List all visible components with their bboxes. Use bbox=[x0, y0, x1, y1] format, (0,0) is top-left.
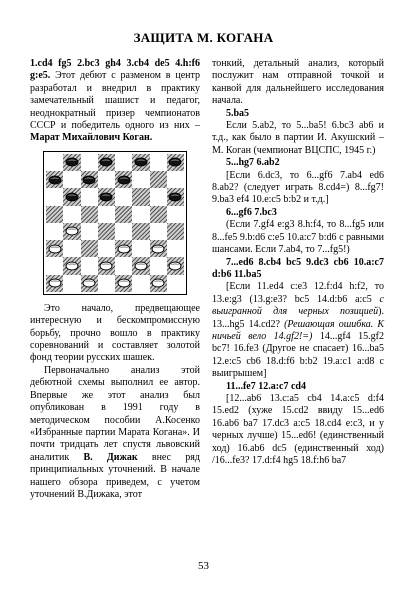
paragraph-3-a: Первоначально анализ этой дебютной схемы выполнил ее автор. Впервые же этот анализ был опубликован в 1991 году в методическом пособии А.Косенко «Избранные партии Марата Когана». И почти тридцать лет спустя львовский аналитик bbox=[30, 364, 200, 463]
board-square bbox=[46, 275, 63, 292]
board-square bbox=[98, 240, 115, 257]
board-square bbox=[167, 188, 184, 205]
board-square bbox=[167, 257, 184, 274]
board-square bbox=[167, 240, 184, 257]
board-square bbox=[63, 188, 80, 205]
black-checker-piece bbox=[169, 158, 182, 167]
board-square bbox=[132, 188, 149, 205]
board-square bbox=[132, 275, 149, 292]
white-checker-piece bbox=[152, 244, 165, 253]
board-square bbox=[115, 223, 132, 240]
r5a: [Если 11.ed4 c:e3 12.f:d4 h:f2, то 13.e:g3 (13.g:e3? bc5 14.d:b6 a:c5 bbox=[212, 281, 384, 305]
intro-name: Марат Михайлович Коган. bbox=[30, 132, 153, 144]
board-square bbox=[46, 240, 63, 257]
board-square bbox=[150, 188, 167, 205]
board-square bbox=[81, 171, 98, 188]
board-square bbox=[150, 223, 167, 240]
white-checker-piece bbox=[65, 261, 78, 270]
move-heading-6: 6...gf6 7.bc3 bbox=[226, 206, 277, 218]
board-square bbox=[167, 171, 184, 188]
intro-moves: 1.cd4 fg5 2.bc3 gh4 3.cb4 de5 4.h:f6 g:e5. bbox=[30, 58, 200, 82]
paragraph-3 bbox=[30, 365, 200, 501]
black-checker-piece bbox=[83, 175, 96, 184]
board-square bbox=[63, 223, 80, 240]
board-square bbox=[132, 240, 149, 257]
board-square bbox=[115, 240, 132, 257]
board-square bbox=[98, 275, 115, 292]
white-checker-piece bbox=[48, 244, 61, 253]
intro-text: Этот дебют с разменом в центр разработал и внедрил в практику замечательный шашист и педагог, неоднократный призер чемпионатов СССР и победитель одного из них – bbox=[30, 70, 200, 132]
board-square bbox=[46, 171, 63, 188]
board-square bbox=[46, 206, 63, 223]
board-square bbox=[46, 188, 63, 205]
board-square bbox=[98, 206, 115, 223]
left-column bbox=[30, 58, 200, 501]
r5b: ). 13...hg5 14.cd2? bbox=[212, 306, 384, 330]
move-heading-7: 7...ed6 8.cb4 bc5 9.dc3 cb6 10.a:c7 d:b6 11.ba5 bbox=[212, 256, 384, 280]
board-square bbox=[81, 223, 98, 240]
board-square bbox=[63, 171, 80, 188]
board-square bbox=[46, 223, 63, 240]
board-square bbox=[167, 154, 184, 171]
move-heading-5: 5.ba5 bbox=[226, 107, 250, 119]
paragraph-3-name: В. Дижак bbox=[83, 451, 138, 463]
right-column bbox=[212, 58, 384, 467]
black-checker-piece bbox=[65, 158, 78, 167]
board-square bbox=[98, 154, 115, 171]
board-square bbox=[81, 154, 98, 171]
white-checker-piece bbox=[134, 261, 147, 270]
board-square bbox=[115, 206, 132, 223]
board-square bbox=[132, 206, 149, 223]
white-checker-piece bbox=[169, 261, 182, 270]
board-square bbox=[167, 223, 184, 240]
checkers-diagram bbox=[43, 151, 187, 295]
r5d: 14...gf4 15.gf2 bc7! 16.fe3 (Другое не спасает) 16...ba5 12.e:c5 cb6 18.d:f6 b:b2 19.a:c1 a:d8 с выигрышем] bbox=[212, 330, 384, 380]
board-square bbox=[63, 257, 80, 274]
white-checker-piece bbox=[100, 261, 113, 270]
black-checker-piece bbox=[100, 158, 113, 167]
black-checker-piece bbox=[100, 192, 113, 201]
board-square bbox=[167, 206, 184, 223]
right-paragraph-4: (Если 7.gf4 e:g3 8.h:f4, то 8...fg5 или 8...fe5 9.b:d6 c:e5 10.a:c7 b:d6 с равными шансами. Если 7.ab4, то 7...fg5!) bbox=[212, 219, 384, 256]
board-square bbox=[115, 257, 132, 274]
board-square bbox=[98, 188, 115, 205]
board-square bbox=[150, 206, 167, 223]
black-checker-piece bbox=[48, 175, 61, 184]
board-square bbox=[115, 154, 132, 171]
board-square bbox=[81, 188, 98, 205]
right-paragraph-3: [Если 6.dc3, то 6...gf6 7.ab4 ed6 8.ab2? (следует играть 8.cd4=) 8...fg7! 9.ba3 ef4 10.e:c5 b:b2 и т.д.] bbox=[212, 169, 384, 206]
board-square bbox=[63, 206, 80, 223]
board-square bbox=[150, 154, 167, 171]
board-square bbox=[115, 188, 132, 205]
board-square bbox=[81, 240, 98, 257]
page-number: 53 bbox=[198, 560, 209, 572]
black-checker-piece bbox=[65, 192, 78, 201]
intro-paragraph bbox=[30, 58, 200, 145]
right-paragraph-6: [12...ab6 13.c:a5 cb4 14.a:c5 d:f4 15.ed2 (хуже 15.cd2 ввиду 15...ed6 16.ab6 ba7 17.dc3 a:c5 18.cd4 e:c3, и у черных лучше) 15...ed6! (единственный ход) 16.ab6 dc5 (единственный ход) /16...fe3? 17.d:f4 hg5 18.f:h6 ba7 bbox=[212, 392, 384, 466]
black-checker-piece bbox=[134, 158, 147, 167]
board-square bbox=[81, 275, 98, 292]
board-square bbox=[167, 275, 184, 292]
board-square bbox=[46, 257, 63, 274]
white-checker-piece bbox=[117, 244, 130, 253]
checkers-board bbox=[46, 154, 184, 292]
move-heading-11: 11...fe7 12.a:c7 cd4 bbox=[226, 380, 306, 392]
board-square bbox=[63, 154, 80, 171]
board-square bbox=[150, 171, 167, 188]
page-title: ЗАЩИТА М. КОГАНА bbox=[133, 30, 274, 45]
paragraph-2: Это начало, предвещающее интересную и бескомпромиссную борьбу, прочно вошло в практику соревнований и составляет золотой фонд теории русских шашек. bbox=[30, 302, 200, 364]
white-checker-piece bbox=[83, 279, 96, 288]
white-checker-piece bbox=[48, 279, 61, 288]
board-square bbox=[132, 171, 149, 188]
board-square bbox=[132, 257, 149, 274]
black-checker-piece bbox=[169, 192, 182, 201]
board-square bbox=[81, 257, 98, 274]
right-paragraph-2: Если 5.ab2, то 5...ba5! 6.bc3 ab6 и т.д., как было в партии И. Акушский – М. Коган (чемпионат ВЦСПС, 1945 г.) bbox=[212, 120, 384, 156]
white-checker-piece bbox=[65, 227, 78, 236]
move-heading-5b: 5...hg7 6.ab2 bbox=[226, 157, 280, 169]
board-square bbox=[98, 171, 115, 188]
board-square bbox=[132, 223, 149, 240]
right-paragraph-1: тонкий, детальный анализ, который послужит нам отправной точкой и канвой для дальнейшего исследования начала. bbox=[212, 58, 384, 107]
board-square bbox=[115, 171, 132, 188]
board-square bbox=[98, 257, 115, 274]
board-square bbox=[81, 206, 98, 223]
right-paragraph-5 bbox=[212, 281, 384, 380]
white-checker-piece bbox=[117, 279, 130, 288]
white-checker-piece bbox=[152, 279, 165, 288]
board-square bbox=[98, 223, 115, 240]
black-checker-piece bbox=[117, 175, 130, 184]
board-square bbox=[63, 240, 80, 257]
board-square bbox=[150, 240, 167, 257]
r5i: с выигранной для черных позицией bbox=[212, 293, 384, 318]
board-square bbox=[132, 154, 149, 171]
r5c: (Решающая ошибка. К ничьей вело 14.gf2!=) bbox=[212, 318, 384, 342]
paragraph-3-b: внес ряд принципиальных уточнений. В начале нашего обзора приведем, с учетом уточнений В.Дижака, этот bbox=[30, 451, 200, 500]
board-square bbox=[150, 275, 167, 292]
board-square bbox=[150, 257, 167, 274]
board-square bbox=[115, 275, 132, 292]
board-square bbox=[46, 154, 63, 171]
board-square bbox=[63, 275, 80, 292]
